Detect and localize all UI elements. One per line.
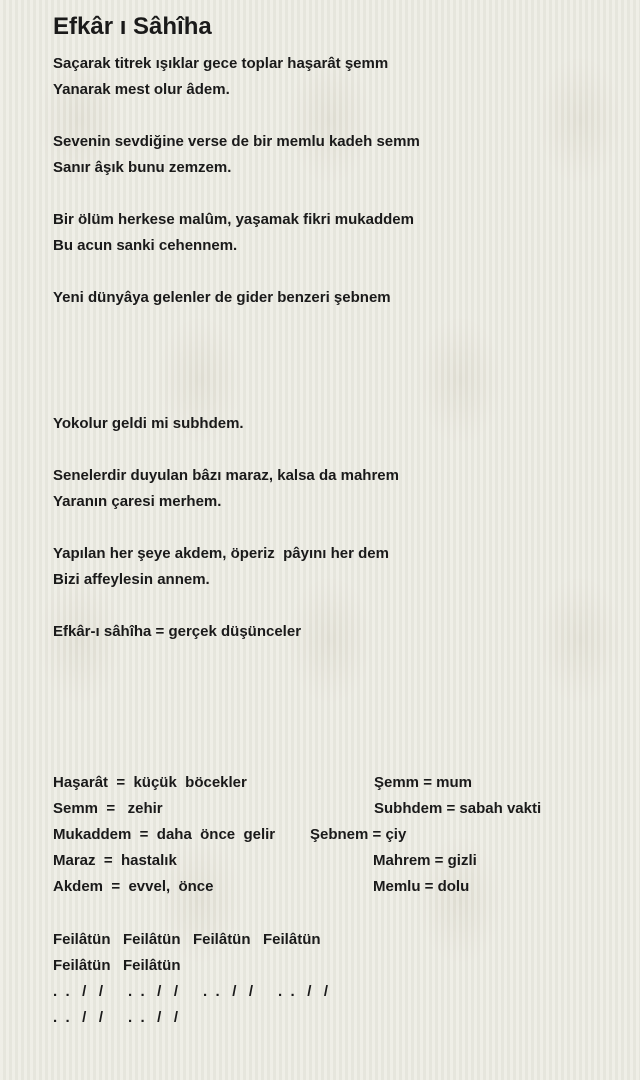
glossary-term: Subhdem = sabah vakti [374, 800, 542, 817]
poem-line: Yeni dünyâya gelenler de gider benzeri şebnem [53, 289, 391, 306]
poem-line: Yanarak mest olur âdem. [53, 81, 230, 98]
glossary-term: Semm = zehir [53, 800, 163, 817]
glossary-term: Memlu = dolu [373, 878, 470, 895]
poem-line: Saçarak titrek ışıklar gece toplar haşarât şemm [53, 55, 389, 72]
meter-line: Feilâtün Feilâtün Feilâtün Feilâtün [53, 931, 321, 948]
meter-line: Feilâtün Feilâtün [53, 957, 181, 974]
poem-line: Bu acun sanki cehennem. [53, 237, 238, 254]
poem-line: Yaranın çaresi merhem. [53, 493, 222, 510]
glossary-term: Mahrem = gizli [373, 852, 477, 869]
poem-line: Bizi affeylesin annem. [53, 571, 210, 588]
glossary-term: Maraz = hastalık [53, 852, 177, 869]
glossary-term: Şebnem = çiy [310, 826, 407, 843]
glossary-term: Haşarât = küçük böcekler [53, 774, 247, 791]
meter-pattern: . . / / . . / / [53, 1009, 179, 1026]
title-meaning: Efkâr-ı sâhîha = gerçek düşünceler [53, 623, 302, 640]
poem-line: Senelerdir duyulan bâzı maraz, kalsa da mahrem [53, 467, 399, 484]
meter-pattern: . . / / . . / / . . / / . . / / [53, 983, 329, 1000]
poem-line: Yokolur geldi mi subhdem. [53, 415, 244, 432]
poem-line: Bir ölüm herkese malûm, yaşamak fikri mukaddem [53, 211, 414, 228]
poem-line: Yapılan her şeye akdem, öperiz pâyını her dem [53, 545, 389, 562]
glossary-term: Akdem = evvel, önce [53, 878, 214, 895]
poem-title: Efkâr ı Sâhîha [53, 13, 212, 40]
glossary-term: Şemm = mum [374, 774, 472, 791]
glossary-term: Mukaddem = daha önce gelir [53, 826, 276, 843]
poem-line: Sevenin sevdiğine verse de bir memlu kadeh semm [53, 133, 420, 150]
poem-line: Sanır âşık bunu zemzem. [53, 159, 232, 176]
